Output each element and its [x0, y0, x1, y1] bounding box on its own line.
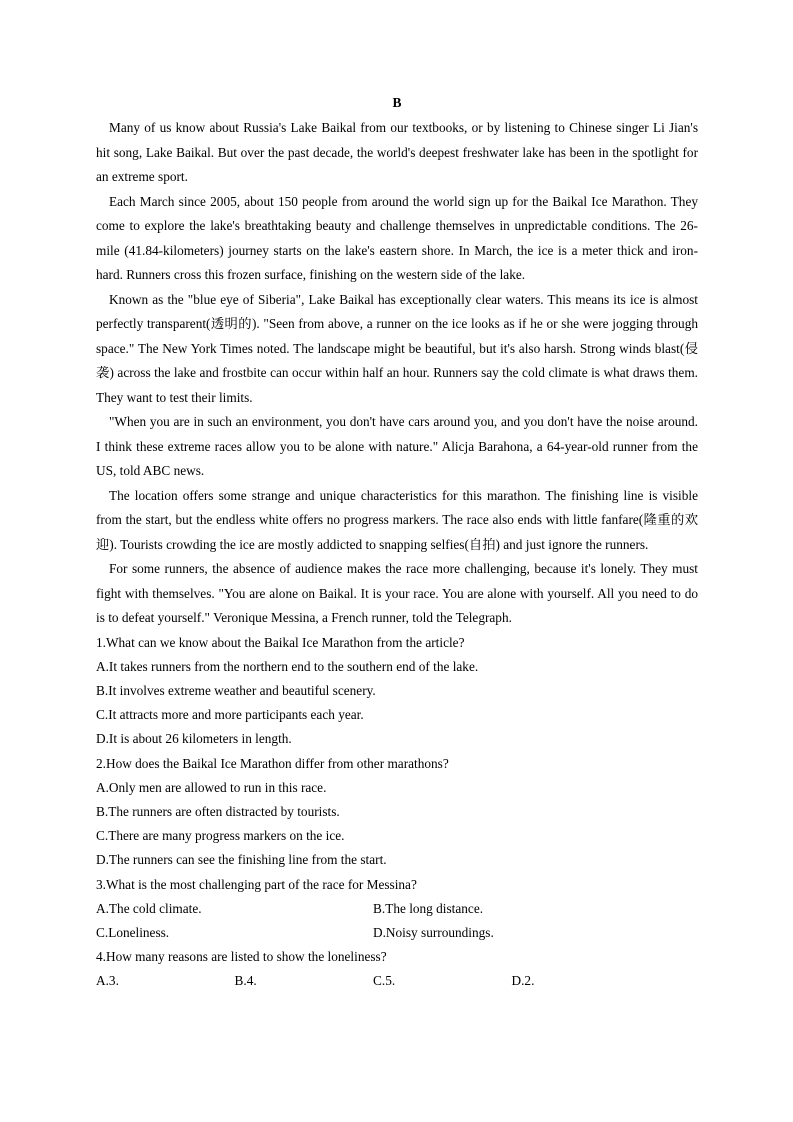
- document-page: [96, 93, 698, 994]
- option-a: A.The cold climate.: [96, 900, 202, 916]
- option-b: B.4.: [234, 973, 257, 989]
- option-d: D.Noisy surroundings.: [373, 924, 494, 940]
- option-c: C.5.: [373, 973, 396, 989]
- question-4: [96, 945, 698, 993]
- passage-paragraph-5: The location offers some strange and unique characteristics for this marathon. The finishing line is visible from the start, but the endless white offers no progress markers. The race also ends with little fanfare(隆重的欢迎). Tourists crowding the ice are mostly addicted to snapping selfies(自拍) and just ignore the runners.: [96, 487, 698, 552]
- option-a: A.It takes runners from the northern end to the southern end of the lake.: [96, 658, 479, 674]
- option-d: D.2.: [511, 973, 535, 989]
- section-label: B: [392, 95, 402, 110]
- option-b: B.The long distance.: [373, 900, 484, 916]
- option-c: C.There are many progress markers on the ice.: [96, 828, 345, 844]
- question-2: [96, 752, 698, 873]
- option-d: D.It is about 26 kilometers in length.: [96, 731, 292, 747]
- question-stem: 2.How does the Baikal Ice Marathon differ from other marathons?: [96, 755, 449, 771]
- option-row: [96, 969, 698, 993]
- option-b: B.It involves extreme weather and beautiful scenery.: [96, 682, 376, 698]
- question-stem: 1.What can we know about the Baikal Ice Marathon from the article?: [96, 634, 465, 650]
- option-c: C.It attracts more and more participants each year.: [96, 707, 364, 723]
- passage-paragraph-3: Known as the "blue eye of Siberia", Lake Baikal has exceptionally clear waters. This means its ice is almost perfectly transparent(透明的). "Seen from above, a runner on the ice looks as if he or she were jogging through space." The New York Times noted. The landscape might be beautiful, but it's also harsh. Strong winds blast(侵袭) across the lake and frostbite can occur within half an hour. Runners say the cold climate is what draws them. They want to test their limits.: [96, 291, 698, 405]
- option-c: C.Loneliness.: [96, 924, 170, 940]
- question-stem: 4.How many reasons are listed to show the loneliness?: [96, 949, 387, 965]
- option-row: [96, 921, 698, 945]
- passage-paragraph-6: For some runners, the absence of audience makes the race more challenging, because it's lonely. They must fight with themselves. "You are alone on Baikal. It is your race. You are alone with yourself. All you need to do is to defeat yourself." Veronique Messina, a French runner, told the Telegraph.: [96, 561, 698, 625]
- question-1: [96, 631, 698, 752]
- passage-paragraph-4: "When you are in such an environment, you don't have cars around you, and you don't have the noise around. I think these extreme races allow you to be alone with nature." Alicja Barahona, a 64-year-old runner from the US, told ABC news.: [96, 414, 698, 478]
- option-a: A.3.: [96, 973, 119, 989]
- passage-paragraph-1: Many of us know about Russia's Lake Baikal from our textbooks, or by listening to Chinese singer Li Jian's hit song, Lake Baikal. But over the past decade, the world's deepest freshwater lake has been in the spotlight for an extreme sport.: [96, 120, 698, 184]
- passage-paragraph-2: Each March since 2005, about 150 people from around the world sign up for the Baikal Ice Marathon. They come to explore the lake's breathtaking beauty and challenge themselves in unpredictable conditions. The 26-mile (41.84-kilometers) journey starts on the lake's eastern shore. In March, the ice is a meter thick and iron-hard. Runners cross this frozen surface, finishing on the western side of the lake.: [96, 193, 698, 282]
- option-b: B.The runners are often distracted by tourists.: [96, 803, 340, 819]
- option-a: A.Only men are allowed to run in this race.: [96, 779, 327, 795]
- question-stem: 3.What is the most challenging part of the race for Messina?: [96, 876, 417, 892]
- option-row: [96, 897, 698, 921]
- question-3: [96, 873, 698, 946]
- option-d: D.The runners can see the finishing line from the start.: [96, 852, 387, 868]
